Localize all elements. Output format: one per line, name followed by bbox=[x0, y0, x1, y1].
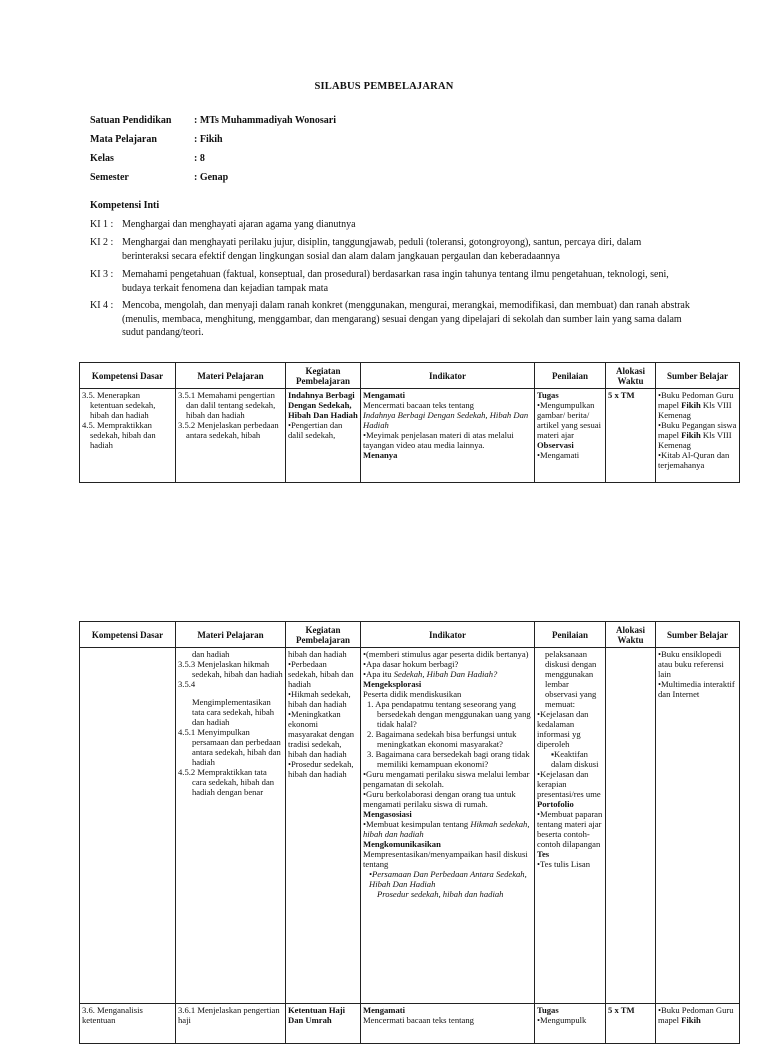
alokasi-cell: 5 x TM bbox=[606, 389, 656, 483]
page-title: SILABUS PEMBELAJARAN bbox=[314, 81, 454, 92]
col-header: Indikator bbox=[361, 363, 535, 389]
ki-text: Menghargai dan menghayati perilaku jujur, disiplin, tanggungjawab, peduli (toleransi, gotongroyong), santun, percaya diri, dalam berinteraksi secara efektif dengan lingkungan sosial dan alam dalam jangkauan pergaulan dan keberadaannya bbox=[122, 237, 642, 262]
kegiatan-title: Indahnya Berbagi Dengan Sedekah, Hibah Dan Hadiah bbox=[288, 390, 358, 420]
col-header: Kegiatan Pembelajaran bbox=[286, 622, 361, 648]
identity-value: : 8 bbox=[194, 153, 205, 164]
penilaian-cell bbox=[535, 648, 606, 1004]
penilaian-item: ▪ Keaktifan dalam diskusi bbox=[537, 749, 603, 769]
col-header: Materi Pelajaran bbox=[176, 363, 286, 389]
penilaian-item: • Mengumpulk bbox=[537, 1015, 603, 1025]
ki-code: KI 2 : bbox=[90, 237, 114, 248]
sumber-item: • Multimedia interaktif dan Internet bbox=[658, 679, 737, 699]
indikator-item: • (memberi stimulus agar peserta didik bertanya) bbox=[363, 649, 532, 659]
indikator-text: Membuat kesimpulan tentang bbox=[366, 819, 471, 829]
identity-row bbox=[90, 115, 336, 134]
sumber-item bbox=[658, 390, 737, 420]
kegiatan-cell bbox=[286, 648, 361, 1004]
sumber-text: Kls VIII Kemenag bbox=[658, 400, 732, 420]
materi-item: 3.5.1 Memahami pengertian dan dalil tentang sedekah, hibah dan hadiah bbox=[178, 390, 276, 420]
col-header: Sumber Belajar bbox=[656, 622, 740, 648]
sumber-text: Kitab Al-Quran dan terjemahanya bbox=[658, 450, 730, 470]
alokasi-cell bbox=[606, 648, 656, 1004]
identity-row bbox=[90, 134, 336, 153]
indikator-text: Apa itu bbox=[366, 669, 394, 679]
indikator-heading: Mengamati bbox=[363, 1005, 406, 1015]
ki-code: KI 3 : bbox=[90, 269, 114, 280]
penilaian-heading: Tugas bbox=[537, 390, 559, 400]
indikator-heading: Menanya bbox=[363, 450, 398, 460]
ki-code: KI 1 : bbox=[90, 219, 114, 230]
indikator-text: Sedekah, Hibah Dan Hadiah? bbox=[393, 669, 498, 679]
col-header: Penilaian bbox=[535, 363, 606, 389]
indikator-text: Hikmah sedekah, hibah dan hadiah bbox=[363, 819, 530, 839]
kegiatan-text: hibah dan hadiah bbox=[288, 649, 347, 659]
identity-value: : Fikih bbox=[194, 134, 223, 145]
sumber-item bbox=[658, 420, 737, 450]
penilaian-item: • Kejelasan dan kedalaman informasi yg diperoleh bbox=[537, 709, 603, 749]
sumber-item: • Buku ensiklopedi atau buku referensi lain bbox=[658, 649, 737, 679]
penilaian-item: • Mengamati bbox=[537, 450, 603, 460]
indikator-heading: Mengeksplorasi bbox=[363, 679, 422, 689]
ki-code: KI 4 : bbox=[90, 300, 114, 311]
indikator-item: • Meyimak penjelasan materi di atas melalui tayangan video atau media lainnya. bbox=[363, 430, 532, 450]
kd-item: 4.5. Mempraktikkan sedekah, hibah dan hadiah bbox=[82, 420, 156, 450]
indikator-item bbox=[363, 819, 532, 839]
indikator-cell bbox=[361, 389, 535, 483]
indikator-item bbox=[363, 669, 532, 679]
kegiatan-item: • Prosedur sedekah, hibah dan hadiah bbox=[288, 759, 358, 779]
sumber-item bbox=[658, 1005, 737, 1025]
penilaian-cell bbox=[535, 389, 606, 483]
kegiatan-cell: Ketentuan Haji Dan Umrah bbox=[286, 1004, 361, 1044]
penilaian-heading: Tes bbox=[537, 849, 550, 859]
materi-item: 3.5.3 Menjelaskan hikmah sedekah, hibah dan hadiah bbox=[178, 659, 283, 679]
indikator-item: 2. Bagaimana sedekah bisa berfungsi untuk meningkatkan ekonomi masyarakat? bbox=[367, 729, 517, 749]
materi-cell bbox=[176, 648, 286, 1004]
ki-item bbox=[90, 218, 690, 232]
materi-item: 4.5.2 Mempraktikkan tata cara sedekah, hibah dan hadiah dengan benar bbox=[178, 767, 275, 797]
indikator-heading: Mengamati bbox=[363, 390, 406, 400]
identity-row bbox=[90, 153, 336, 172]
materi-item: 3.5.2 Menjelaskan perbedaan antara sedekah, hibah bbox=[178, 420, 279, 440]
identity-label: Mata Pelajaran bbox=[90, 134, 157, 145]
identity-value: : Genap bbox=[194, 172, 229, 183]
indikator-text: Mempresentasikan/menyampaikan hasil diskusi tentang bbox=[363, 849, 528, 869]
indikator-text: Peserta didik mendiskusikan bbox=[363, 689, 462, 699]
materi-item: 3.5.4 bbox=[178, 679, 196, 689]
sumber-cell bbox=[656, 389, 740, 483]
sumber-text: Buku Pedoman Guru mapel bbox=[658, 1005, 734, 1025]
kegiatan-item: • Hikmah sedekah, hibah dan hadiah bbox=[288, 689, 358, 709]
indikator-text: Mencermati bacaan teks tentang bbox=[363, 1015, 474, 1025]
sumber-text: Buku Pegangan siswa mapel bbox=[658, 420, 737, 440]
indikator-item: Prosedur sedekah, hibah dan hadiah bbox=[377, 889, 504, 899]
sumber-bold: Fikih bbox=[681, 1015, 701, 1025]
identity-label: Kelas bbox=[90, 153, 114, 164]
penilaian-item: • Tes tulis Lisan bbox=[537, 859, 603, 869]
sumber-bold: Fikih bbox=[681, 430, 701, 440]
identity-label: Satuan Pendidikan bbox=[90, 115, 172, 126]
sumber-text: Buku Pedoman Guru mapel bbox=[658, 390, 734, 410]
indikator-text: Indahnya Berbagi Dengan Sedekah, Hibah Dan Hadiah bbox=[363, 410, 529, 430]
penilaian-heading: Observasi bbox=[537, 440, 574, 450]
kegiatan-item: • Perbedaan sedekah, hibah dan hadiah bbox=[288, 659, 358, 689]
col-header: Alokasi Waktu bbox=[606, 363, 656, 389]
col-header: Alokasi Waktu bbox=[606, 622, 656, 648]
alokasi-cell: 5 x TM bbox=[606, 1004, 656, 1044]
penilaian-item: • Kejelasan dan kerapian presentasi/res ume bbox=[537, 769, 603, 799]
identity-value: : MTs Muhammadiyah Wonosari bbox=[194, 115, 336, 126]
col-header: Materi Pelajaran bbox=[176, 622, 286, 648]
indikator-item: 1. Apa pendapatmu tentang seseorang yang bersedekah dengan menggunakan uang yang tidak halal? bbox=[367, 699, 531, 729]
materi-item: dan hadiah bbox=[192, 649, 230, 659]
penilaian-item: • Mengumpulkan gambar/ berita/ artikel yang sesuai materi ajar bbox=[537, 400, 603, 440]
kegiatan-item: • Meningkatkan ekonomi masyarakat dengan tradisi sedekah, hibah dan hadiah bbox=[288, 709, 358, 759]
ki-item bbox=[90, 236, 690, 263]
indikator-heading: Mengasosiasi bbox=[363, 809, 412, 819]
ki-item bbox=[90, 299, 690, 340]
penilaian-heading: Portofolio bbox=[537, 799, 574, 809]
indikator-item: • Guru berkolaborasi dengan orang tua untuk mengamati perilaku siswa di rumah. bbox=[363, 789, 532, 809]
kegiatan-cell bbox=[286, 389, 361, 483]
col-header: Kompetensi Dasar bbox=[80, 363, 176, 389]
col-header: Kompetensi Dasar bbox=[80, 622, 176, 648]
sumber-item bbox=[658, 450, 737, 470]
syllabus-table-1 bbox=[79, 362, 740, 483]
indikator-item: 3. Bagaimana cara bersedekah bagi orang tidak memiliki kemampuan ekonomi? bbox=[367, 749, 530, 769]
indikator-item: • Persamaan Dan Perbedaan Antara Sedekah, Hibah Dan Hadiah bbox=[363, 869, 532, 889]
col-header: Kegiatan Pembelajaran bbox=[286, 363, 361, 389]
col-header: Penilaian bbox=[535, 622, 606, 648]
col-header: Sumber Belajar bbox=[656, 363, 740, 389]
ki-text: Mencoba, mengolah, dan menyaji dalam ranah konkret (menggunakan, mengurai, merangkai, memodifikasi, dan membuat) dan ranah abstrak (menulis, membaca, menghitung, menggambar, dan mengarang) sesuai dengan yang dipelajari di sekolah dan sumber lain yang sama dalam sudut pandang/teori. bbox=[122, 300, 690, 338]
penilaian-item: • Membuat paparan tentang materi ajar beserta contoh-contoh dilapangan bbox=[537, 809, 603, 849]
materi-item: 3.6.1 Menjelaskan pengertian haji bbox=[178, 1005, 280, 1025]
kd-cell bbox=[80, 648, 176, 1004]
kd-cell bbox=[80, 389, 176, 483]
indikator-item: • Guru mengamati perilaku siswa melalui lembar pengamatan di sekolah. bbox=[363, 769, 532, 789]
ki-heading: Kompetensi Inti bbox=[90, 200, 160, 211]
identity-label: Semester bbox=[90, 172, 129, 183]
syllabus-table-2 bbox=[79, 621, 740, 1044]
sumber-bold: Fikih bbox=[681, 400, 701, 410]
penilaian-heading: Tugas bbox=[537, 1005, 559, 1015]
ki-text: Memahami pengetahuan (faktual, konseptual, dan prosedural) berdasarkan rasa ingin tahunya tentang ilmu pengetahuan, teknologi, seni, budaya terkait fenomena dan kejadian tampak mata bbox=[122, 269, 669, 294]
sumber-cell bbox=[656, 648, 740, 1004]
penilaian-text: pelaksanaan diskusi dengan menggunakan lembar observasi yang memuat: bbox=[545, 649, 597, 709]
ki-text: Menghargai dan menghayati ajaran agama yang dianutnya bbox=[122, 219, 356, 230]
ki-item bbox=[90, 268, 690, 295]
identity-row bbox=[90, 172, 336, 191]
materi-item: 4.5.1 Menyimpulkan persamaan dan perbedaan antara sedekah, hibah dan hadiah bbox=[178, 727, 281, 767]
indikator-cell bbox=[361, 648, 535, 1004]
col-header: Indikator bbox=[361, 622, 535, 648]
kegiatan-item: • Pengertian dan dalil sedekah, bbox=[288, 420, 358, 440]
indikator-heading: Mengkomunikasikan bbox=[363, 839, 441, 849]
identity-block bbox=[90, 115, 336, 191]
kd-item: 3.5. Menerapkan ketentuan sedekah, hibah dan hadiah bbox=[82, 390, 156, 420]
indikator-item: • Apa dasar hokum berbagi? bbox=[363, 659, 532, 669]
sumber-text: Kls VIII Kemenag bbox=[658, 430, 732, 450]
indikator-text: Mencermati bacaan teks tentang bbox=[363, 400, 474, 410]
materi-cell bbox=[176, 389, 286, 483]
kd-item: 3.6. Menganalisis ketentuan bbox=[82, 1005, 143, 1025]
materi-item: Mengimplementasikan tata cara sedekah, hibah dan hadiah bbox=[192, 697, 275, 727]
